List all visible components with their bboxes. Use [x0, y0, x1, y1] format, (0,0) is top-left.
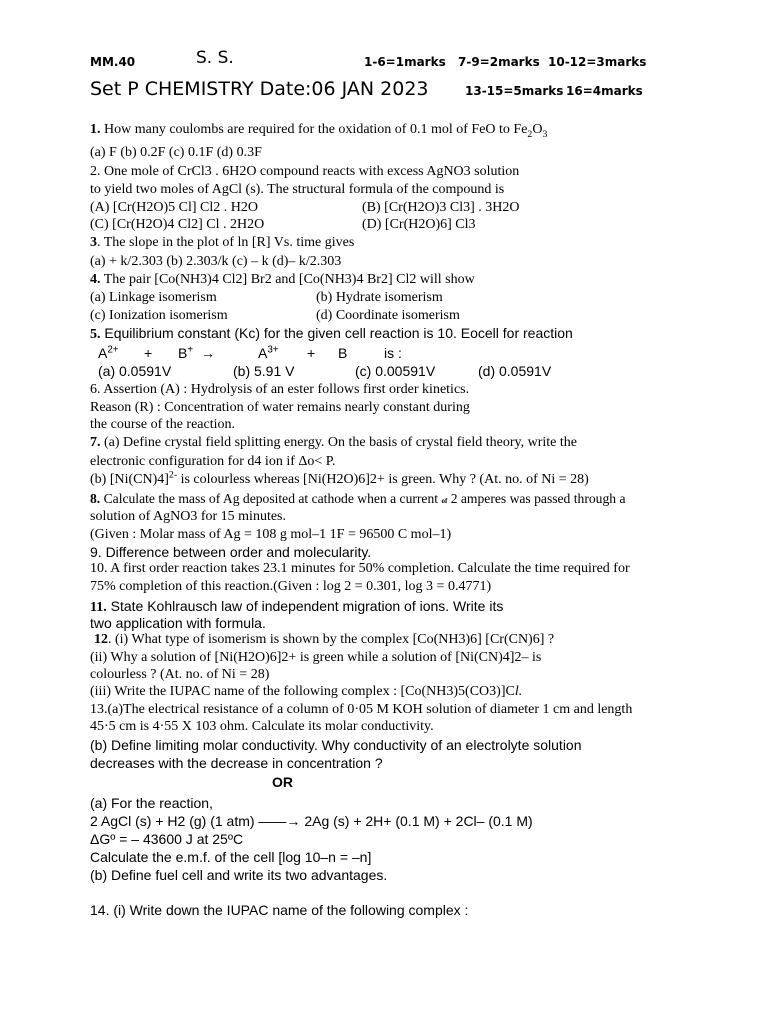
question-7-complex: (b) [Ni(CN)4] — [90, 472, 169, 487]
alternative-line-3: ΔGº = – 43600 J at 25ºC — [90, 831, 244, 847]
exam-code: MM.40 — [90, 55, 136, 69]
question-5-number: 5. — [90, 327, 101, 342]
marks-scheme-3: 10-12=3marks — [548, 55, 647, 69]
question-3 — [90, 236, 354, 250]
question-8-text: Calculate the mass of Ag deposited at cathode when a current — [100, 491, 442, 506]
alternative-line-2: 2 AgCl (s) + H2 (g) (1 atm) ——→ 2Ag (s) + 2H+ (0.1 M) + 2Cl– (0.1 M) — [90, 813, 533, 829]
question-7-charge: 2- — [168, 469, 178, 481]
reaction-product-b: B — [338, 345, 348, 361]
question-4-number: 4. — [90, 272, 101, 287]
question-9: 9. Difference between order and molecularity. — [90, 544, 372, 560]
question-12-iupac-end: l. — [514, 684, 523, 699]
question-5-option-d: (d) 0.0591V — [478, 363, 552, 379]
page-title: Set P CHEMISTRY Date:06 JAN 2023 — [90, 78, 429, 100]
question-8-line-1 — [90, 492, 625, 506]
question-2-option-b: (B) [Cr(H2O)3 Cl3] . 3H2O — [362, 200, 520, 215]
question-2-line-2: to yield two moles of AgCl (s). The structural formula of the compound is — [90, 182, 505, 197]
question-8-number: 8. — [90, 491, 101, 506]
question-1-text: How many coulombs are required for the oxidation of 0.1 mol of FeO to Fe — [100, 122, 528, 137]
question-7-text: (a) Define crystal field splitting energy. On the basis of crystal field theory, write the — [100, 435, 577, 450]
question-4-option-c: (c) Ionization isomerism — [90, 308, 228, 323]
question-2-option-a: (A) [Cr(H2O)5 Cl] Cl2 . H2O — [90, 200, 258, 215]
question-11-number: 11. — [90, 600, 107, 615]
question-13-line-4: decreases with the decrease in concentration ? — [90, 755, 383, 771]
question-14: 14. (i) Write down the IUPAC name of the following complex : — [90, 902, 469, 918]
question-7-line-2: electronic configuration for d4 ion if Δo< P. — [90, 454, 336, 469]
question-12-line-3: colourless ? (At. no. of Ni = 28) — [90, 667, 270, 682]
question-1 — [90, 122, 548, 140]
question-2-line-1: 2. One mole of CrCl3 . 6H2O compound reacts with excess AgNO3 solution — [90, 164, 520, 179]
alternative-line-1: (a) For the reaction, — [90, 795, 213, 811]
or-separator: OR — [272, 774, 293, 790]
reactant-b-symbol: B — [178, 345, 188, 361]
question-2-option-d: (D) [Cr(H2O)6] Cl3 — [362, 217, 476, 232]
question-7-line-1 — [90, 436, 577, 450]
question-11-line-1 — [90, 599, 503, 615]
question-7-number: 7. — [90, 435, 101, 450]
question-10-line-2: 75% completion of this reaction.(Given : log 2 = 0.301, log 3 = 0.4771) — [90, 579, 492, 594]
product-a-charge: 3+ — [267, 344, 279, 356]
reactant-b-charge: + — [187, 344, 194, 356]
question-6-line-1: 6. Assertion (A) : Hydrolysis of an ester follows first order kinetics. — [90, 382, 470, 397]
question-4-option-d: (d) Coordinate isomerism — [316, 308, 460, 323]
reaction-product-a — [258, 346, 279, 360]
question-10-line-1: 10. A first order reaction takes 23.1 minutes for 50% completion. Calculate the time required for — [90, 561, 630, 576]
question-1-subscript-2: 2 — [527, 128, 533, 140]
question-4 — [90, 273, 475, 287]
question-12-text: . (i) What type of isomerism is shown by the complex [Co(NH3)6] [Cr(CN)6] ? — [108, 632, 555, 647]
question-7-line-3 — [90, 469, 589, 487]
marks-scheme-2: 7-9=2marks — [458, 55, 540, 69]
question-4-option-a: (a) Linkage isomerism — [90, 290, 217, 305]
question-4-text: The pair [Co(NH3)4 Cl2] Br2 and [Co(NH3)4 Br2] Cl2 will show — [100, 272, 475, 287]
question-7-rest: is colourless whereas [Ni(H2O)6]2+ is green. Why ? (At. no. of Ni = 28) — [177, 472, 589, 487]
question-4-option-b: (b) Hydrate isomerism — [316, 290, 443, 305]
question-8-line-2: solution of AgNO3 for 15 minutes. — [90, 509, 286, 524]
reaction-plus-1: + — [144, 345, 153, 361]
question-6-line-3: the course of the reaction. — [90, 417, 235, 432]
question-3-number: 3 — [90, 235, 97, 250]
marks-scheme-4: 13-15=5marks — [465, 84, 564, 98]
reaction-arrow: → — [201, 345, 215, 361]
question-3-options: (a) + k/2.303 (b) 2.303/k (c) – k (d)– k/2.303 — [90, 254, 342, 269]
marks-scheme-5: 16=4marks — [566, 84, 643, 98]
question-6-line-2: Reason (R) : Concentration of water remains nearly constant during — [90, 400, 470, 415]
alternative-line-5: (b) Define fuel cell and write its two advantages. — [90, 867, 388, 883]
question-8-line-3: (Given : Molar mass of Ag = 108 g mol–1 1F = 96500 C mol–1) — [90, 527, 452, 542]
question-1-subscript-3: 3 — [542, 128, 548, 140]
teacher-initials: S. S. — [196, 48, 234, 68]
question-12-line-2: (ii) Why a solution of [Ni(H2O)6]2+ is green while a solution of [Ni(CN)4]2– is — [90, 650, 542, 665]
question-12-iupac-text: (iii) Write the IUPAC name of the following complex : [Co(NH3)5(CO3)]C — [90, 684, 515, 699]
reaction-reactant-a — [98, 346, 119, 360]
question-2-option-c: (C) [Cr(H2O)4 Cl2] Cl . 2H2O — [90, 217, 265, 232]
reactant-a-charge: 2+ — [107, 344, 119, 356]
question-8-of: of — [441, 497, 448, 505]
marks-scheme-1: 1-6=1marks — [364, 55, 446, 69]
question-5-text: Equilibrium constant (Kc) for the given cell reaction is 10. Eocell for reaction — [100, 325, 573, 341]
alternative-line-4: Calculate the e.m.f. of the cell [log 10–n = –n] — [90, 849, 372, 865]
question-8-text-rest: 2 amperes was passed through a — [447, 491, 626, 506]
product-a-symbol: A — [258, 345, 268, 361]
question-1-number: 1. — [90, 122, 101, 137]
question-1-options: (a) F (b) 0.2F (c) 0.1F (d) 0.3F — [90, 145, 262, 160]
question-5-option-c: (c) 0.00591V — [355, 363, 436, 379]
question-13-line-3: (b) Define limiting molar conductivity. Why conductivity of an electrolyte solution — [90, 737, 582, 753]
reaction-plus-2: + — [307, 345, 316, 361]
reaction-is-label: is : — [384, 345, 402, 361]
question-13-line-2: 45·5 cm is 4·55 X 103 ohm. Calculate its molar conductivity. — [90, 719, 434, 734]
question-1-oxygen: O — [532, 122, 543, 137]
question-12-number: 12 — [94, 632, 108, 647]
question-12-line-1 — [94, 633, 554, 647]
question-3-text: . The slope in the plot of ln [R] Vs. time gives — [97, 235, 355, 250]
question-5 — [90, 326, 573, 342]
question-5-option-a: (a) 0.0591V — [98, 363, 172, 379]
question-12-line-4 — [90, 685, 522, 699]
question-5-option-b: (b) 5.91 V — [233, 363, 295, 379]
question-11-line-2: two application with formula. — [90, 615, 266, 631]
question-11-text: State Kohlrausch law of independent migration of ions. Write its — [106, 598, 504, 614]
reactant-a-symbol: A — [98, 345, 108, 361]
reaction-reactant-b — [178, 346, 193, 360]
question-13-line-1: 13.(a)The electrical resistance of a column of 0·05 M KOH solution of diameter 1 cm and length — [90, 702, 633, 717]
